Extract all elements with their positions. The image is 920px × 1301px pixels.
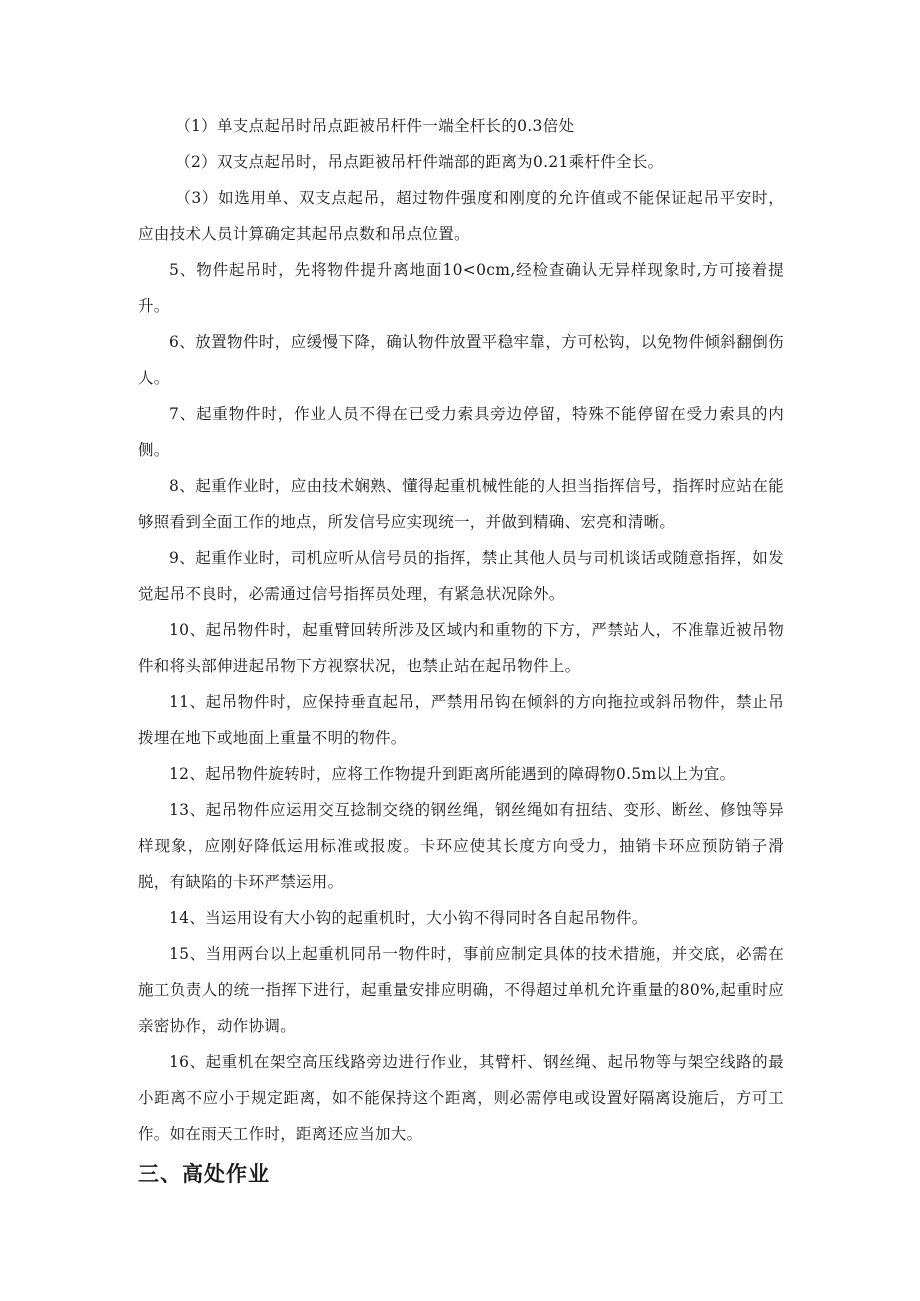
paragraph-item-16: 16、起重机在架空高压线路旁边进行作业，其臂杆、钢丝绳、起吊物等与架空线路的最小距离不应小于规定距离，如不能保持这个距离，则必需停电或设置好隔离设施后，方可工作。如在雨天工作时，距离还应当加大。 xyxy=(138,1053,784,1143)
paragraph-item-11: 11、起吊物件时，应保持垂直起吊，严禁用吊钩在倾斜的方向拖拉或斜吊物件，禁止吊拨埋在地下或地面上重量不明的物件。 xyxy=(138,693,784,747)
paragraph-item-9: 9、起重作业时，司机应听从信号员的指挥，禁止其他人员与司机谈话或随意指挥，如发觉起吊不良时，必需通过信号指挥员处理，有紧急状况除外。 xyxy=(138,549,784,603)
paragraph-item-14: 14、当运用设有大小钩的起重机时，大小钩不得同时各自起吊物件。 xyxy=(169,909,648,927)
paragraph-sub-2: （2）双支点起吊时，吊点距被吊杆件端部的距离为0.21乘杆件全长。 xyxy=(175,153,664,171)
paragraph-sub-1: （1）单支点起吊时吊点距被吊杆件一端全杆长的0.3倍处 xyxy=(175,117,575,135)
paragraph-item-10: 10、起吊物件时，起重臂回转所涉及区域内和重物的下方，严禁站人，不准靠近被吊物件和将头部伸进起吊物下方视察状况，也禁止站在起吊物件上。 xyxy=(138,621,784,675)
paragraph-item-15: 15、当用两台以上起重机同吊一物件时，事前应制定具体的技术措施，并交底，必需在施工负责人的统一指挥下进行，起重量安排应明确，不得超过单机允许重量的80%,起重时应亲密协作，动作协调。 xyxy=(138,945,784,1035)
paragraph-item-5: 5、物件起吊时，先将物件提升离地面10<0cm,经检查确认无异样现象时,方可接着提升。 xyxy=(138,261,784,315)
section-heading: 三、高处作业 xyxy=(138,1162,270,1186)
paragraph-item-12: 12、起吊物件旋转时，应将工作物提升到距离所能遇到的障碍物0.5m以上为宜。 xyxy=(169,765,736,783)
document-body xyxy=(138,108,784,1194)
paragraph-item-7: 7、起重物件时，作业人员不得在已受力索具旁边停留，特殊不能停留在受力索具的内侧。 xyxy=(138,405,784,459)
paragraph-sub-3: （3）如选用单、双支点起吊，超过物件强度和刚度的允许值或不能保证起吊平安时，应由技术人员计算确定其起吊点数和吊点位置。 xyxy=(138,189,784,243)
paragraph-item-6: 6、放置物件时，应缓慢下降，确认物件放置平稳牢靠，方可松钩，以免物件倾斜翻倒伤人。 xyxy=(138,333,784,387)
paragraph-item-8: 8、起重作业时，应由技术娴熟、懂得起重机械性能的人担当指挥信号，指挥时应站在能够照看到全面工作的地点，所发信号应实现统一，并做到精确、宏亮和清晰。 xyxy=(138,477,784,531)
paragraph-item-13: 13、起吊物件应运用交互捻制交绕的钢丝绳，钢丝绳如有扭结、变形、断丝、修蚀等异样现象，应刚好降低运用标准或报废。卡环应使其长度方向受力，抽销卡环应预防销子滑脱，有缺陷的卡环严禁运用。 xyxy=(138,801,784,891)
